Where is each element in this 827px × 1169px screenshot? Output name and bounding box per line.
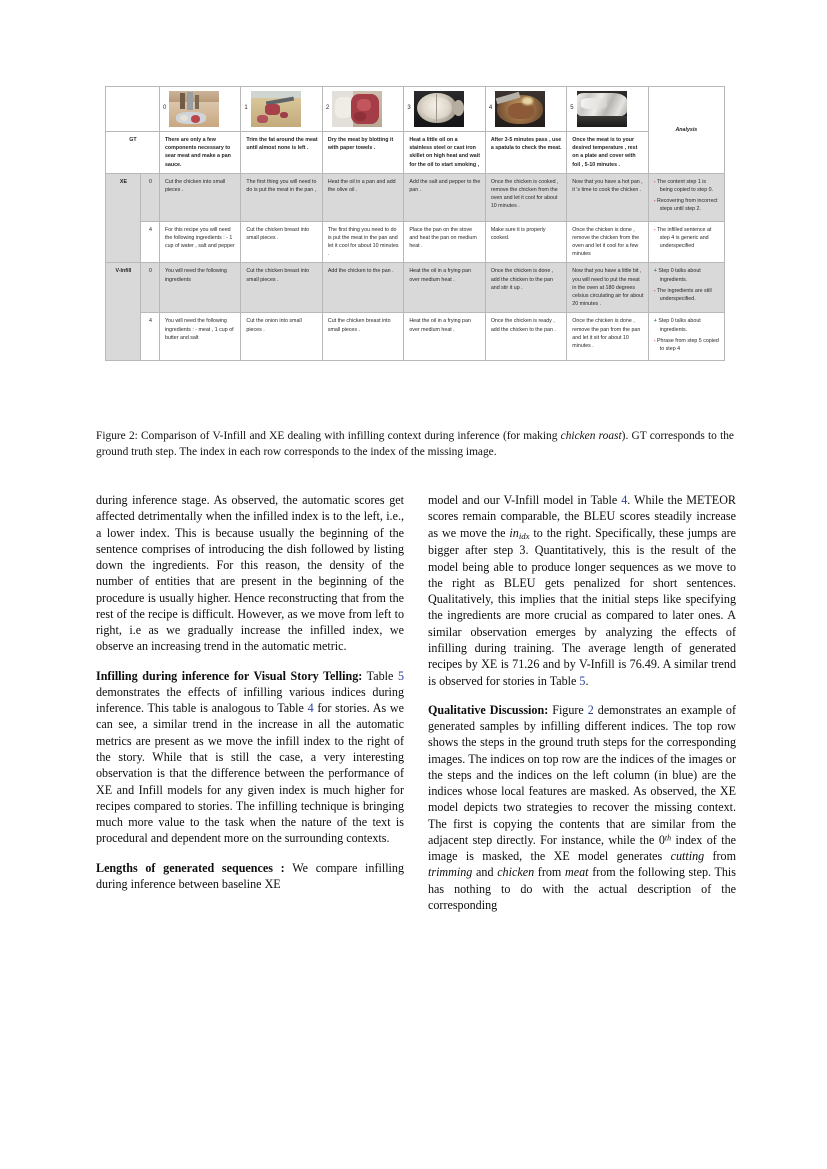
left-p2-seg-c: for stories. As we can see, a similar trend in the increase in all the automatic metrics are present as we move the infill index to the right of the story. While that is still the case, a very interesting observation is that the difference between the performance of XE and Infill models for any given index is much higher for recipes compared to stories. The infilling technique is bringing much more value to the task when the nature of the text is procedural and dependent more on the surrounding contexts. <box>96 701 404 846</box>
minus-marker-icon: - <box>653 226 656 233</box>
vi0-step-3: Heat the oil in a frying pan over medium heat . <box>404 263 485 313</box>
minus-marker-icon: - <box>653 287 656 294</box>
image-cell-1 <box>241 87 322 132</box>
vi0-analysis-item-1: The ingredients are still underspecified. <box>656 287 712 303</box>
image-index-5: 5 <box>570 105 574 112</box>
analysis-column-header: Analysis <box>648 87 724 174</box>
vi0-step-5: Now that you have a little bit , you will need to put the meat in the oven at 180 degrees celsius circulating air for about 20 minutes . <box>567 263 648 313</box>
gt-step-5: Once the meat is to your desired temperature , rest on a plate and cover with foil , 5-10 minutes . <box>567 132 648 174</box>
right-p1-seg-b: . While the METEOR scores remain comparable, the BLEU scores steadily increase as we move the <box>428 493 736 540</box>
xe4-step-5: Once the chicken is done , remove the chicken from the oven and let it cool for a few minutes <box>567 221 648 263</box>
plus-marker-icon: + <box>653 318 657 325</box>
table-row <box>106 313 725 361</box>
xe0-step-3: Add the salt and pepper to the pan . <box>404 173 485 221</box>
plus-marker-icon: + <box>653 268 657 275</box>
left-p3-seg: We compare infilling during inference between baseline XE <box>96 860 405 891</box>
right-p2-seg-f: from <box>534 865 565 880</box>
xe0-analysis-item-0: The content step 1 is being copied to step 0. <box>656 178 714 194</box>
xe0-analysis-item-1: Recovering from incorrect steps until step 2. <box>657 198 718 213</box>
left-p2-seg-b: demonstrates the effects of infilling various indices during inference. This table is analogous to Table <box>96 684 404 716</box>
image-header-row <box>106 87 725 132</box>
gt-step-3: Heat a little oil on a stainless steel or cast iron skillet on high heat and wait for the oil to start smoking , <box>404 132 485 174</box>
gt-step-1: Trim the fat around the meat until almost none is left . <box>241 132 322 174</box>
table-row <box>106 173 725 221</box>
image-index-4: 4 <box>488 105 493 112</box>
right-p2-seg-e: and <box>472 865 498 880</box>
math-in-idx-base: in <box>509 525 519 540</box>
masked-index-xe-4: 4 <box>140 221 159 263</box>
xe4-analysis-item-0: The infilled sentence at step 4 is generic and underspecified <box>656 226 712 250</box>
math-in-idx-sub: idx <box>518 530 530 541</box>
gt-step-0: There are only a few components necessary to sear meat and make a pan sauce. <box>159 132 240 174</box>
figure-caption-label: Figure 2: <box>96 430 138 442</box>
vi4-analysis-item-1: Phrase from step 5 copied to step 4 <box>657 337 719 353</box>
right-p2-seg-a: Figure <box>548 702 588 717</box>
left-heading-2: Infilling during inference for Visual Story Telling: <box>96 668 363 683</box>
image-cell-0 <box>159 87 240 132</box>
ordinal-th: th <box>664 833 672 843</box>
ordinal-zero: 0 <box>658 832 665 847</box>
italic-meat: meat <box>565 865 589 880</box>
gt-row <box>106 132 725 174</box>
vi0-analysis <box>648 263 724 313</box>
xe0-step-2: Heat the oil in a pan and add the olive oil . <box>322 173 403 221</box>
right-p2-seg-b: demonstrates an example of generated samples by infilling different indices. The top row shows the steps in the ground truth steps for the corresponding images. The indices on top row are the indices of the images or the steps and the indices on the left column (in blue) are the indices whose local features are masked. As observed, the XE model depicts two strategies to recover the missing context. The first is copying the contents that are similar from the adjacent step directly. For instance, while the <box>428 702 737 847</box>
left-paragraph-1: during inference stage. As observed, the automatic scores get affected detrimentally when the infilled index is to the left, i.e., a lower index. This is because usually the beginning of the sentence comprises of introducing the dish followed by listing down the ingredients. For this reason, the density of the number of entities that are present in the beginning of the procedure is usually higher. Hence reconstructing that from the rest of the recipe is difficult. However, as we move from left to right, i.e as we gradually increase the infilled index, we observe an increasing trend in the automatic metric. <box>96 493 404 654</box>
minus-marker-icon: - <box>653 337 656 344</box>
figure-caption-italic: chicken roast <box>560 430 622 442</box>
thumbnail-image-2 <box>332 91 382 127</box>
thumbnail-image-3 <box>414 91 464 127</box>
figure-caption-text-2: ). GT corresponds to the ground truth step. The index in each row corresponds to the index of the missing image. <box>96 430 734 459</box>
image-cell-5 <box>567 87 648 132</box>
xe4-analysis <box>648 221 724 263</box>
right-p2-seg-c: index of the image is masked, the XE model generates <box>428 832 736 864</box>
comparison-table <box>105 86 725 361</box>
gt-step-2: Dry the meat by blotting it with paper towels . <box>322 132 403 174</box>
vi4-step-0: You will need the following ingredients : - meat , 1 cup of butter and salt <box>159 313 240 361</box>
italic-cutting: cutting <box>670 849 705 864</box>
xe0-step-4: Once the chicken is cooked , remove the chicken from the oven and let it cool for about 10 minutes . <box>485 173 566 221</box>
vi4-step-4: Once the chicken is ready , add the chicken to the pan . <box>485 313 566 361</box>
vi4-step-1: Cut the onion into small pieces . <box>241 313 322 361</box>
vi4-step-5: Once the chicken is done , remove the pan from the pan and let it sit for about 10 minutes . <box>567 313 648 361</box>
vi0-step-1: Cut the chicken breast into small pieces . <box>241 263 322 313</box>
vi4-analysis <box>648 313 724 361</box>
left-paragraph-3 <box>96 860 404 893</box>
vi4-step-3: Heat the oil in a frying pan over medium heat . <box>404 313 485 361</box>
figure-caption <box>96 428 734 460</box>
thumbnail-image-5 <box>577 91 627 127</box>
xe4-step-0: For this recipe you will need the following ingredients : - 1 cup of water , salt and pepper <box>159 221 240 263</box>
gt-step-4: After 3-5 minutes pass , use a spatula to check the meat. <box>485 132 566 174</box>
left-heading-3: Lengths of generated sequences : <box>96 860 285 875</box>
xe0-step-0: Cut the chicken into small pieces . <box>159 173 240 221</box>
italic-chicken: chicken <box>497 865 535 880</box>
table-ref-5[interactable]: 5 <box>397 668 405 683</box>
thumbnail-image-4 <box>495 91 545 127</box>
right-paragraph-1 <box>428 492 736 689</box>
masked-index-xe-0: 0 <box>140 173 159 221</box>
vi0-step-2: Add the chicken to the pan . <box>322 263 403 313</box>
left-p2-seg-a: Table <box>362 668 398 683</box>
vi4-analysis-item-0: Step 0 talks about ingredients. <box>658 318 701 333</box>
left-paragraph-2 <box>96 668 404 847</box>
xe0-analysis <box>648 173 724 221</box>
image-cell-4 <box>485 87 566 132</box>
image-index-3: 3 <box>407 105 411 112</box>
model-label-vinfill: V-Infill <box>106 263 141 361</box>
image-index-2: 2 <box>325 105 330 112</box>
xe4-step-4: Make sure it is properly cooked. <box>485 221 566 263</box>
body-column-left <box>96 492 404 892</box>
thumbnail-image-1 <box>251 91 301 127</box>
table-ref-5-right[interactable]: 5 <box>579 673 586 688</box>
right-p1-seg-c: to the right. Specifically, these jumps are bigger after step 3. Quantitatively, this is the result of the model being able to produce longer sequences as we move to the right as BLEU gets penalized for short sentences. Qualitatively, this implies that the initial steps like specifying the ingredients are more crucial as compared to later ones. A similar observation emerges by analyzing the effects of infilling during training. The average length of generated recipes by XE is 71.26 and by V-Infill is 76.49. A similar trend is observed for stories in Table <box>428 525 736 688</box>
image-cell-2 <box>322 87 403 132</box>
xe4-step-3: Place the pan on the stove and heat the pan on medium heat . <box>404 221 485 263</box>
right-p2-seg-g: from the following step. This has nothing to do with the actual description of the corresponding <box>428 865 737 912</box>
masked-index-vinfill-4: 4 <box>140 313 159 361</box>
minus-marker-icon: - <box>653 178 656 185</box>
vi0-step-0: You will need the following ingredients <box>159 263 240 313</box>
right-p1-seg-d: . <box>585 673 589 688</box>
thumbnail-image-0 <box>169 91 219 127</box>
masked-index-vinfill-0: 0 <box>140 263 159 313</box>
vi0-step-4: Once the chicken is done , add the chicken to the pan and stir it up . <box>485 263 566 313</box>
right-p1-seg-a: model and our V-Infill model in Table <box>428 493 622 507</box>
figure-2-table <box>105 86 725 361</box>
figure-ref-2[interactable]: 2 <box>587 702 594 717</box>
xe4-step-1: Cut the chicken breast into small pieces . <box>241 221 322 263</box>
image-index-0: 0 <box>162 105 167 112</box>
right-paragraph-2 <box>428 702 736 913</box>
right-heading-2: Qualitative Discussion: <box>428 702 549 717</box>
italic-trimming: trimming <box>428 865 473 880</box>
xe0-step-5: Now that you have a hot pan , it 's time to cook the chicken . <box>567 173 648 221</box>
right-p2-seg-d: from <box>704 849 736 864</box>
table-row <box>106 263 725 313</box>
xe0-step-1: The first thing you will need to do is put the meat in the pan , <box>241 173 322 221</box>
image-cell-3 <box>404 87 485 132</box>
xe4-step-2: The first thing you need to do is put the meat in the pan and let it cool for about 10 minutes . <box>322 221 403 263</box>
table-ref-4-right[interactable]: 4 <box>621 493 628 507</box>
minus-marker-icon: - <box>653 198 656 205</box>
header-corner-cell <box>106 87 160 132</box>
vi4-step-2: Cut the chicken breast into small pieces . <box>322 313 403 361</box>
image-index-1: 1 <box>244 105 248 112</box>
model-label-xe: XE <box>106 173 141 263</box>
table-ref-4[interactable]: 4 <box>307 701 314 716</box>
vi0-analysis-item-0: Step 0 talks about ingredients. <box>658 268 701 283</box>
table-row <box>106 221 725 263</box>
gt-row-label: GT <box>106 132 160 174</box>
figure-caption-text-1: Comparison of V-Infill and XE dealing with infilling context during inference (for making <box>137 430 561 442</box>
body-column-right <box>428 492 736 913</box>
